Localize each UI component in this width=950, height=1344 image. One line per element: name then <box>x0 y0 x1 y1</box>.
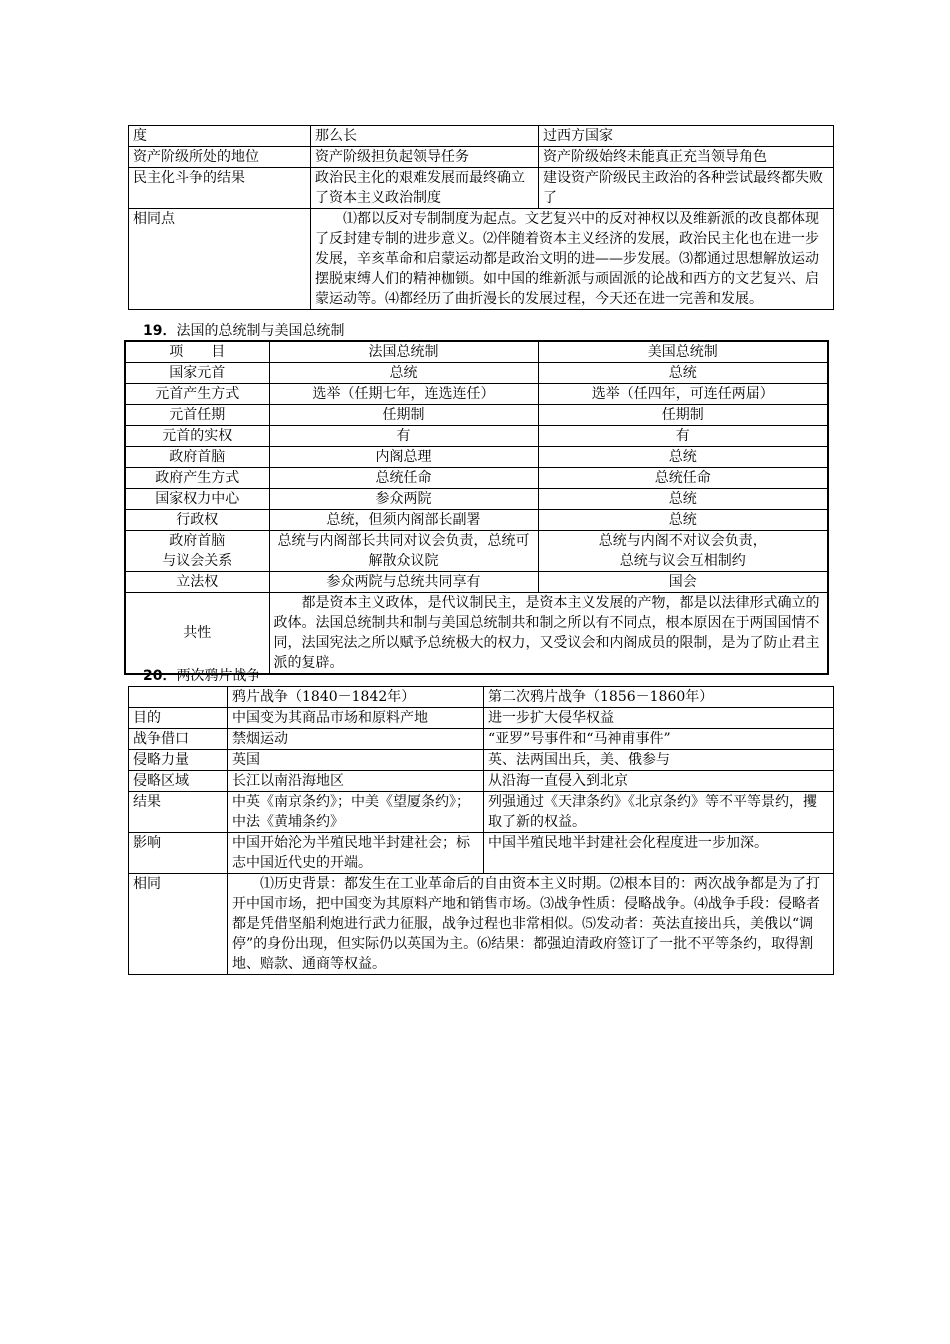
item-cell: 元首产生方式 <box>125 384 269 405</box>
item-cell: 国家权力中心 <box>125 489 269 510</box>
table-row <box>125 447 828 468</box>
section-20-heading <box>143 666 260 686</box>
same-text: ⑴历史背景：都发生在工业革命后的自由资本主义时期。⑵根本目的：两次战争都是为了打开中国市场，把中国变为其原料产地和销售市场。⑶战争性质：侵略战争。⑷战争手段：侵略者都是凭借坚船利炮进行武力征服，战争过程也非常相似。⑸发动者：英法直接出兵，美俄以“调停”的身份出现，但实际仍以英国为主。⑹结果：都强迫清政府签订了一批不平等条约，取得割地、赔款、通商等权益。 <box>228 874 834 975</box>
header-france: 法国总统制 <box>269 341 538 363</box>
first-war-cell: 中英《南京条约》；中美《望厦条约》；中法《黄埔条约》 <box>228 792 484 833</box>
table-cell: 资产阶级始终未能真正充当领导角色 <box>539 147 834 168</box>
item-cell: 元首的实权 <box>125 426 269 447</box>
usa-line: 总统与内阁不对议会负责， <box>598 533 767 549</box>
item-cell: 目的 <box>129 708 228 729</box>
usa-cell: 有 <box>538 426 828 447</box>
header-usa: 美国总统制 <box>538 341 828 363</box>
second-war-cell: 中国半殖民地半封建社会化程度进一步加深。 <box>484 833 834 874</box>
france-cell: 总统任命 <box>269 468 538 489</box>
table-row <box>129 126 834 147</box>
table-row <box>129 147 834 168</box>
table-cell: 建设资产阶级民主政治的各种尝试最终都失败了 <box>539 168 834 209</box>
header-second-war: 第二次鸦片战争（1856－1860年） <box>484 687 834 708</box>
france-cell: 总统与内阁部长共同对议会负责，总统可解散众议院 <box>269 531 538 572</box>
table-row <box>129 729 834 750</box>
header-item: 项 目 <box>125 341 269 363</box>
usa-cell: 总统 <box>538 510 828 531</box>
section-title: 法国的总统制与美国总统制 <box>176 323 345 339</box>
usa-cell <box>538 531 828 572</box>
table-row <box>129 771 834 792</box>
item-line: 政府首脑 <box>169 533 226 549</box>
section-number: 20． <box>143 668 177 684</box>
header-item <box>129 687 228 708</box>
table-cell: 民主化斗争的结果 <box>129 168 311 209</box>
section-number: 19． <box>143 323 177 339</box>
table-row <box>125 510 828 531</box>
item-cell: 行政权 <box>125 510 269 531</box>
table-row <box>125 572 828 593</box>
table-cell: 资产阶级担负起领导任务 <box>311 147 539 168</box>
france-cell: 选举（任期七年，连选连任） <box>269 384 538 405</box>
france-cell: 参众两院与总统共同享有 <box>269 572 538 593</box>
table-row <box>125 363 828 384</box>
usa-line: 总统与议会互相制约 <box>619 553 746 569</box>
table-row <box>129 168 834 209</box>
second-war-cell: “亚罗”号事件和“马神甫事件” <box>484 729 834 750</box>
item-cell: 国家元首 <box>125 363 269 384</box>
item-cell: 政府首脑 <box>125 447 269 468</box>
table-header-row <box>125 341 828 363</box>
presidential-system-table <box>124 340 829 675</box>
item-cell: 侵略力量 <box>129 750 228 771</box>
table-row <box>125 426 828 447</box>
row-label: 相同点 <box>129 209 311 310</box>
item-cell: 侵略区域 <box>129 771 228 792</box>
first-war-cell: 中国开始沦为半殖民地半封建社会；标志中国近代史的开端。 <box>228 833 484 874</box>
table-row <box>125 593 828 675</box>
table-header-row <box>129 687 834 708</box>
table-row <box>129 209 834 310</box>
section-title: 两次鸦片战争 <box>176 668 261 684</box>
second-war-cell: 英、法两国出兵，美、俄参与 <box>484 750 834 771</box>
second-war-cell: 列强通过《天津条约》《北京条约》等不平等景约，攫取了新的权益。 <box>484 792 834 833</box>
item-cell: 政府产生方式 <box>125 468 269 489</box>
france-cell: 参众两院 <box>269 489 538 510</box>
table-row <box>125 531 828 572</box>
common-label: 共性 <box>125 593 269 675</box>
item-cell: 元首任期 <box>125 405 269 426</box>
france-cell: 总统，但须内阁部长副署 <box>269 510 538 531</box>
item-cell: 影响 <box>129 833 228 874</box>
second-war-cell: 进一步扩大侵华权益 <box>484 708 834 729</box>
usa-cell: 任期制 <box>538 405 828 426</box>
table-cell: 政治民主化的艰难发展而最终确立了资本主义政治制度 <box>311 168 539 209</box>
table-row <box>125 384 828 405</box>
item-cell: 结果 <box>129 792 228 833</box>
first-war-cell: 中国变为其商品市场和原料产地 <box>228 708 484 729</box>
first-war-cell: 禁烟运动 <box>228 729 484 750</box>
header-first-war: 鸦片战争（1840－1842年） <box>228 687 484 708</box>
same-label: 相同 <box>129 874 228 975</box>
same-points-text: ⑴都以反对专制制度为起点。文艺复兴中的反对神权以及维新派的改良都体现了反封建专制的进步意义。⑵伴随着资本主义经济的发展，政治民主化也在进一步发展，辛亥革命和启蒙运动都是政治文明的进——步发展。⑶都通过思想解放运动摆脱束缚人们的精神枷锁。如中国的维新派与顽固派的论战和西方的文艺复兴、启蒙运动等。⑷都经历了曲折漫长的发展过程，今天还在进一完善和发展。 <box>311 209 834 310</box>
table-cell: 过西方国家 <box>539 126 834 147</box>
item-cell: 立法权 <box>125 572 269 593</box>
france-cell: 有 <box>269 426 538 447</box>
usa-cell: 国会 <box>538 572 828 593</box>
france-cell: 总统 <box>269 363 538 384</box>
table-row <box>129 833 834 874</box>
usa-cell: 总统 <box>538 363 828 384</box>
table-row <box>129 750 834 771</box>
first-war-cell: 长江以南沿海地区 <box>228 771 484 792</box>
first-war-cell: 英国 <box>228 750 484 771</box>
table-cell: 那么长 <box>311 126 539 147</box>
france-cell: 任期制 <box>269 405 538 426</box>
table-cell: 度 <box>129 126 311 147</box>
table-cell: 资产阶级所处的地位 <box>129 147 311 168</box>
usa-cell: 总统任命 <box>538 468 828 489</box>
item-cell <box>125 531 269 572</box>
usa-cell: 选举（任四年，可连任两届） <box>538 384 828 405</box>
item-line: 与议会关系 <box>162 553 233 569</box>
france-cell: 内阁总理 <box>269 447 538 468</box>
common-text: 都是资本主义政体，是代议制民主，是资本主义发展的产物，都是以法律形式确立的政体。法国总统制共和制与美国总统制共和制之所以有不同点，根本原因在于两国国情不同，法国宪法之所以赋予总统极大的权力，又受议会和内阁成员的限制，是为了防止君主派的复辟。 <box>269 593 828 675</box>
usa-cell: 总统 <box>538 447 828 468</box>
opium-wars-table <box>128 686 834 975</box>
table-row <box>129 708 834 729</box>
item-cell: 战争借口 <box>129 729 228 750</box>
usa-cell: 总统 <box>538 489 828 510</box>
table-row <box>129 792 834 833</box>
second-war-cell: 从沿海一直侵入到北京 <box>484 771 834 792</box>
table-row <box>125 489 828 510</box>
comparison-table-continued <box>128 125 834 310</box>
table-row <box>125 405 828 426</box>
section-19-heading <box>143 321 344 341</box>
table-row <box>129 874 834 975</box>
table-row <box>125 468 828 489</box>
